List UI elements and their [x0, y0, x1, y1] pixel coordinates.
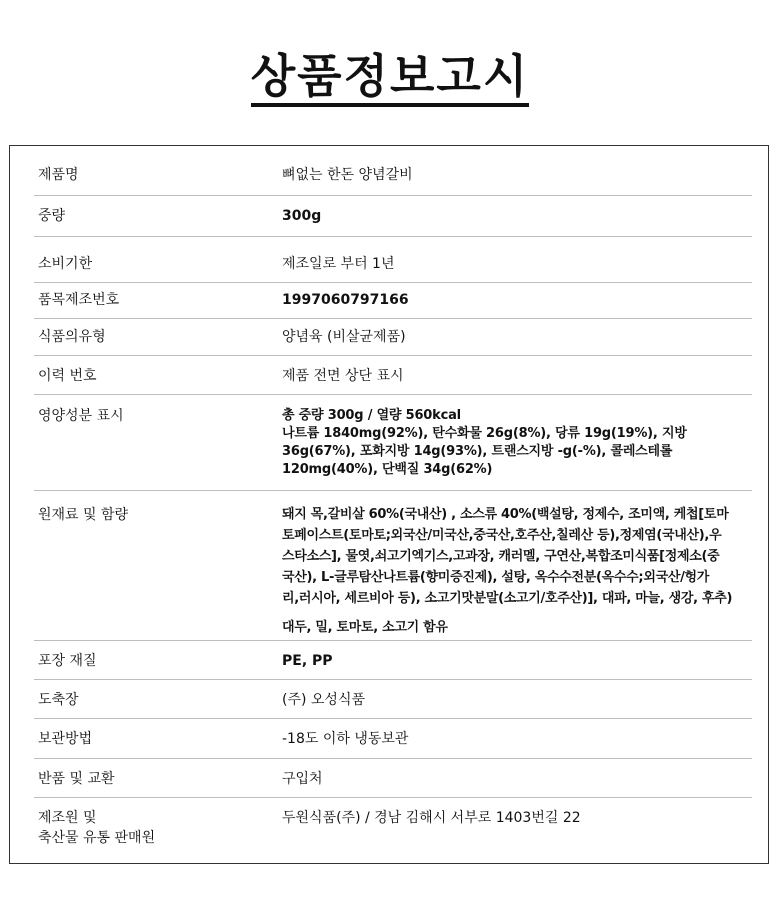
ingredient-line: 돼지 목,갈비살 60%(국내산) , 소스류 40%(백설탕, 정제수, 조미액, 케첩[토마: [282, 507, 729, 522]
allergy-info: 대두, 밀, 토마토, 소고기 함유: [282, 620, 448, 635]
row-expiry: [34, 237, 752, 283]
nutrition-line: 나트륨 1840mg(92%), 탄수화물 26g(8%), 당류 19g(19%), 지방: [282, 426, 687, 441]
value-ingredients: [282, 504, 752, 638]
row-packaging: [34, 641, 752, 680]
row-storage: [34, 719, 752, 759]
label-manufacturer: [38, 808, 155, 848]
row-trace-number: [34, 356, 752, 395]
label-report-number: 품목제조번호: [38, 292, 120, 308]
row-slaughterhouse: [34, 680, 752, 719]
row-returns: [34, 759, 752, 798]
value-manufacturer: 두원식품(주) / 경남 김해시 서부로 1403번길 22: [282, 810, 581, 826]
label-product-name: 제품명: [38, 167, 79, 183]
label-manufacturer-line1: 제조원 및: [38, 810, 97, 826]
row-weight: [34, 196, 752, 237]
nutrition-line: 총 중량 300g / 열량 560kcal: [282, 408, 461, 423]
value-returns: 구입처: [282, 771, 323, 787]
label-weight: 중량: [38, 208, 66, 224]
value-expiry: 제조일로 부터 1년: [282, 256, 395, 272]
label-storage: 보관방법: [38, 731, 93, 747]
value-food-type: 양념육 (비살균제품): [282, 329, 406, 345]
page-title: 상품정보고시: [251, 52, 530, 107]
label-food-type: 식품의유형: [38, 329, 106, 345]
row-product-name: [34, 155, 752, 196]
row-report-number: [34, 283, 752, 319]
product-info-table: [9, 145, 769, 864]
label-ingredients: 원재료 및 함량: [38, 507, 129, 523]
nutrition-line: 36g(67%), 포화지방 14g(93%), 트랜스지방 -g(-%), 콜레스테롤: [282, 444, 673, 459]
row-ingredients: [34, 491, 752, 641]
value-slaughterhouse: (주) 오성식품: [282, 692, 365, 708]
value-nutrition: [282, 407, 752, 479]
label-nutrition: 영양성분 표시: [38, 408, 124, 424]
label-returns: 반품 및 교환: [38, 771, 115, 787]
title-area: [0, 49, 780, 107]
nutrition-line: 120mg(40%), 단백질 34g(62%): [282, 462, 493, 477]
ingredient-line: 리,러시아, 세르비아 등), 소고기맛분말(소고기/호주산)], 대파, 마늘, 생강, 후추): [282, 591, 733, 606]
label-manufacturer-line2: 축산물 유통 판매원: [38, 830, 156, 846]
row-nutrition: [34, 395, 752, 491]
ingredient-line: 국산), L-글루탐산나트륨(향미증진제), 설탕, 옥수수전분(옥수수;외국산/헝가: [282, 570, 710, 585]
value-trace-number: 제품 전면 상단 표시: [282, 368, 404, 384]
label-slaughterhouse: 도축장: [38, 692, 79, 708]
value-storage: -18도 이하 냉동보관: [282, 731, 409, 747]
value-packaging: PE, PP: [282, 653, 333, 669]
value-report-number: 1997060797166: [282, 292, 409, 308]
value-product-name: 뼈없는 한돈 양념갈비: [282, 167, 413, 183]
row-food-type: [34, 319, 752, 356]
ingredient-line: 스타소스], 물엿,쇠고기엑기스,고과장, 캐러멜, 구연산,복합조미식품[정제소(중: [282, 549, 720, 564]
label-trace-number: 이력 번호: [38, 368, 97, 384]
value-weight: 300g: [282, 208, 322, 224]
label-expiry: 소비기한: [38, 256, 93, 272]
ingredient-line: 토페이스트(토마토;외국산/미국산,중국산,호주산,칠레산 등),정제염(국내산),우: [282, 528, 722, 543]
row-manufacturer: [34, 798, 752, 858]
label-packaging: 포장 재질: [38, 653, 97, 669]
